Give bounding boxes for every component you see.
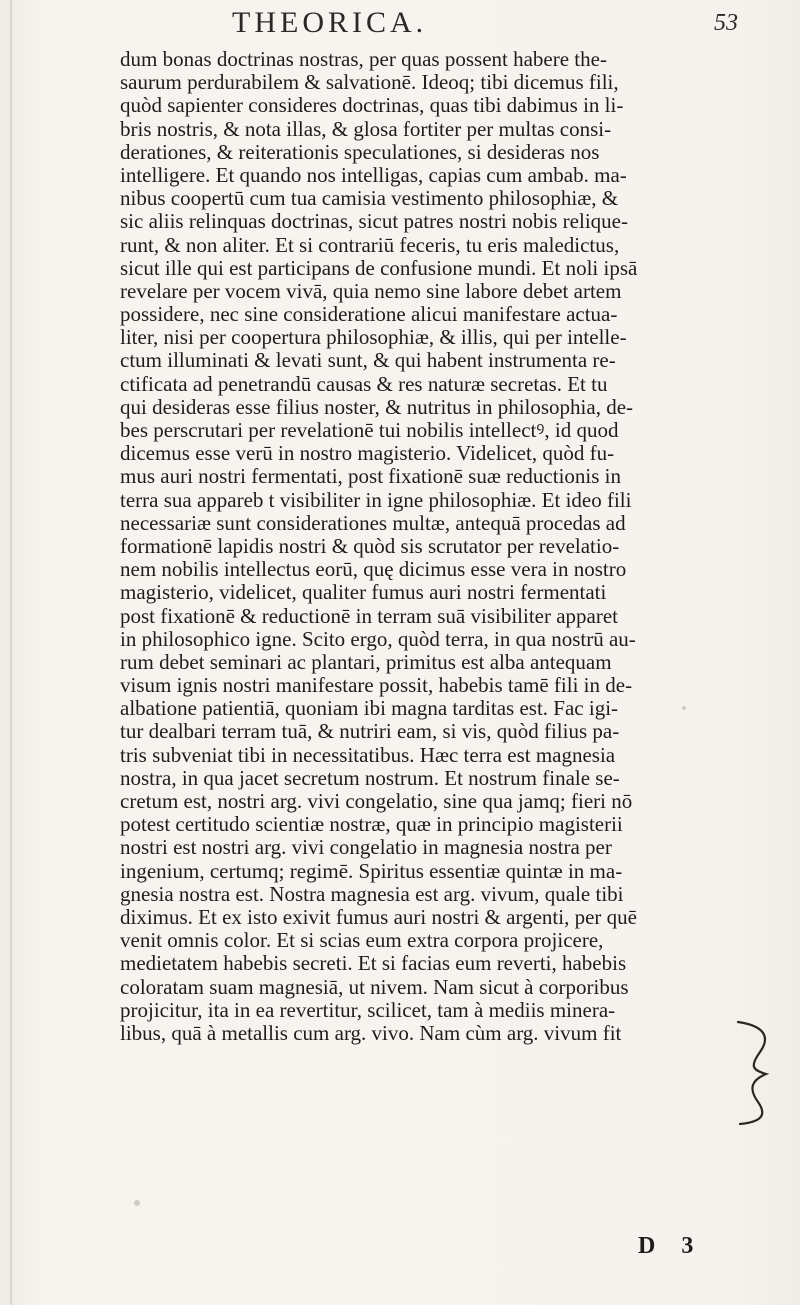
text-line: albatione patientiā, quoniam ibi magna tarditas est. Fac igi- bbox=[120, 696, 619, 721]
text-line: diximus. Et ex isto exivit fumus auri nostri & argenti, per quē bbox=[120, 904, 637, 929]
signature-mark: D 3 bbox=[638, 1233, 704, 1259]
text-line: sic aliis relinquas doctrinas, sicut patres nostri nobis relique- bbox=[120, 209, 628, 234]
text-line: potest certitudo scientiæ nostræ, quæ in principio magisterii bbox=[120, 812, 623, 837]
text-line: tur dealbari terram tuā, & nutriri eam, si vis, quòd filius pa- bbox=[120, 719, 620, 744]
text-line: bes perscrutari per revelationē tui nobilis intellectꝰ, id quod bbox=[120, 418, 619, 442]
text-line: visum ignis nostri manifestare possit, habebis tamē fili in de- bbox=[120, 673, 633, 698]
text-line: bris nostris, & nota illas, & glosa fortiter per multas consi- bbox=[120, 116, 612, 141]
text-line: quòd sapienter consideres doctrinas, quas tibi dabimus in li- bbox=[120, 93, 624, 118]
text-line: in philosophico igne. Scito ergo, quòd terra, in qua nostrū au- bbox=[120, 626, 636, 651]
text-line: nem nobilis intellectus eorū, quę dicimus esse vera in nostro bbox=[120, 557, 627, 582]
text-line: dicemus esse verū in nostro magisterio. Videlicet, quòd fu- bbox=[120, 441, 615, 466]
text-line: ctificata ad penetrandū causas & res naturæ secretas. Et tu bbox=[120, 371, 608, 396]
text-line: dum bonas doctrinas nostras, per quas possent habere the- bbox=[120, 47, 607, 71]
text-line: medietatem habebis secreti. Et si facias eum reverti, habebis bbox=[120, 951, 627, 976]
text-line: sicut ille qui est participans de confusione mundi. Et noli ipsā bbox=[120, 255, 638, 280]
text-line: tris subveniat tibi in necessitatibus. Hæc terra est magnesia bbox=[120, 742, 616, 767]
text-line: formationē lapidis nostri & quòd sis scrutator per revelatio- bbox=[120, 533, 620, 558]
text-line: runt, & non aliter. Et si contrariū feceris, tu eris maledictus, bbox=[120, 232, 620, 257]
text-line: nostra, in qua jacet secretum nostrum. Et nostrum finale se- bbox=[120, 765, 620, 790]
body-text-block bbox=[120, 48, 770, 1045]
text-line: necessariæ sunt considerationes multæ, antequā procedas ad bbox=[120, 510, 626, 535]
text-line: nostri est nostri arg. vivi congelatio in magnesia nostra per bbox=[120, 835, 612, 860]
page-number: 53 bbox=[714, 10, 738, 36]
text-line: magisterio, videlicet, qualiter fumus auri nostri fermentati bbox=[120, 580, 607, 605]
text-line: terra sua appareb t visibiliter in igne philosophiæ. Et ideo fili bbox=[120, 487, 632, 512]
paper-spot bbox=[682, 706, 686, 710]
text-line: qui desideras esse filius noster, & nutritus in philosophia, de- bbox=[120, 394, 634, 419]
text-line: nibus coopertū cum tua camisia vestimento philosophiæ, & bbox=[120, 186, 619, 211]
text-line: projicitur, ita in ea revertitur, scilicet, tam à mediis minera- bbox=[120, 997, 616, 1022]
text-line: liter, nisi per coopertura philosophiæ, & illis, qui per intelle- bbox=[120, 325, 627, 350]
text-line: ctum illuminati & levati sunt, & qui habent instrumenta re- bbox=[120, 348, 616, 373]
page-gutter-edge bbox=[10, 0, 12, 1305]
text-line: derationes, & reiterationis speculationes, si desideras nos bbox=[120, 139, 600, 164]
text-line: intelligere. Et quando nos intelligas, capias cum ambab. ma- bbox=[120, 162, 627, 187]
text-line: revelare per vocem vivā, quia nemo sine labore debet artem bbox=[120, 278, 622, 303]
margin-bracket-mark bbox=[730, 1018, 780, 1128]
text-line: venit omnis color. Et si scias eum extra corpora projicere, bbox=[120, 928, 604, 953]
text-line: libus, quā à metallis cum arg. vivo. Nam cùm arg. vivum fit bbox=[120, 1020, 622, 1045]
text-line: gnesia nostra est. Nostra magnesia est arg. vivum, quale tibi bbox=[120, 881, 624, 906]
text-line: cretum est, nostri arg. vivi congelatio, sine qua jamq; fieri nō bbox=[120, 789, 633, 813]
paper-spot bbox=[134, 1200, 140, 1206]
text-line: coloratam suam magnesiā, ut nivem. Nam sicut à corporibus bbox=[120, 974, 629, 999]
running-head-title: THEORICA. bbox=[232, 6, 428, 39]
text-line: rum debet seminari ac plantari, primitus est alba antequam bbox=[120, 649, 612, 674]
text-line: possidere, nec sine consideratione alicui manifestare actua- bbox=[120, 302, 618, 327]
text-line: post fixationē & reductionē in terram suā visibiliter apparet bbox=[120, 603, 619, 628]
text-line: mus auri nostri fermentati, post fixationē suæ reductionis in bbox=[120, 464, 621, 489]
text-line: saurum perdurabilem & salvationē. Ideoq; tibi dicemus fili, bbox=[120, 70, 619, 95]
text-line: ingenium, certumq; regimē. Spiritus essentiæ quintæ in ma- bbox=[120, 858, 623, 883]
